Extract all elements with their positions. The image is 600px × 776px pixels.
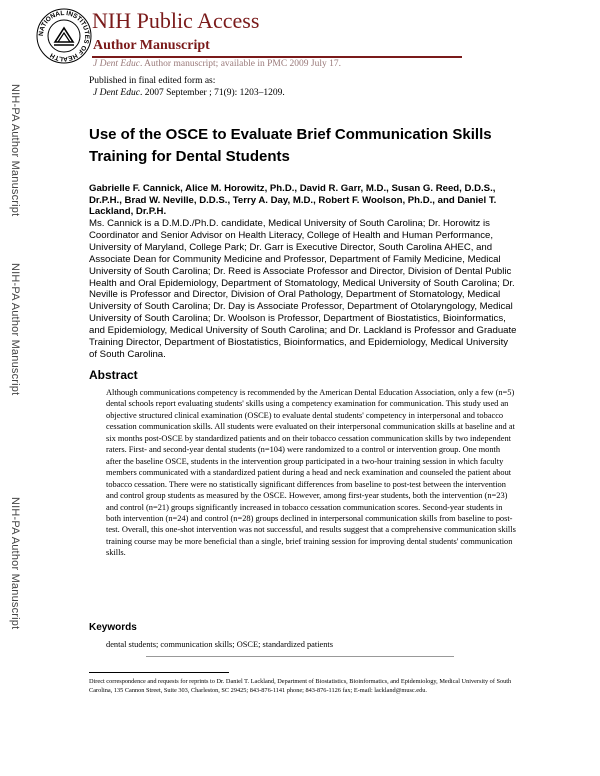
side-watermark-middle: NIH-PA Author Manuscript [9, 263, 21, 396]
journal-abbrev-header: J Dent Educ [93, 59, 140, 69]
svg-text:NATIONAL INSTITUTES OF HEALTH [38, 10, 90, 62]
correspondence-footnote: Direct correspondence and requests for reprints to Dr. Daniel T. Lackland, Department of Biostatistics, Bioinformatics, and Epidemiology, Medical University of South Carolina, 135 Cannon Street, Suite 303, Charleston, SC 29425; 843-876-1141 phone; 843-876-1126 fax; E-mail: lackland@musc.edu. [89, 678, 512, 694]
footnote-rule [89, 672, 229, 673]
keywords-text: dental students; communication skills; OSCE; standardized patients [106, 640, 334, 649]
abstract-text: Although communications competency is recommended by the American Dental Education Association, only a few (n=5) dental schools report evaluating students' skills using a competency examination for communication. This study used an objective structured clinical examination (OSCE) to evaluate dental students' competency in interpersonal and tobacco cessation communication skills. All students were evaluated on their interpersonal communication skills at baseline and at six months post-OSCE by standardized patients and on their tobacco cessation communication skills by two independent raters. First- and second-year dental students (n=104) were randomized to a control or intervention group. One month after the baseline OSCE, students in the intervention group participated in a two-hour training session in which faculty members communicated with a standardized patient during a head and neck examination and counseled the patient about tobacco cessation. There were no statistically significant differences from baseline to post-test between the intervention and control group students as measured by the OSCE. However, among first-year students, both the intervention (n=23) and control (n=21) groups significantly increased in tobacco cessation communication scores. Second-year students in both intervention (n=24) and control (n=28) groups declined in interpersonal communication skills from baseline to post-test. Overall, this one-shot intervention was not successful, and results suggest that a comprehensive communication skills training course may be more beneficial than a single, brief training session for improving dental students' communication skills. [106, 388, 516, 558]
side-watermark-top: NIH-PA Author Manuscript [9, 84, 21, 217]
citation-line [93, 88, 285, 98]
published-form-label: Published in final edited form as: [89, 76, 216, 86]
keywords-heading: Keywords [89, 622, 137, 633]
author-manuscript-label: Author Manuscript [93, 38, 210, 53]
availability-line [93, 59, 341, 69]
availability-text: . Author manuscript; available in PMC 2009 July 17. [139, 59, 342, 69]
citation-text: . 2007 September ; 71(9): 1203–1209. [139, 88, 285, 98]
abstract-heading: Abstract [89, 368, 138, 382]
journal-abbrev-citation: J Dent Educ [93, 88, 140, 98]
affiliations: Ms. Cannick is a D.M.D./Ph.D. candidate, Medical University of South Carolina; Dr. Horowitz is Coordinator and Senior Advisor on Health Literacy, College of Health and Human Performance, University of Maryland, College Park; Dr. Garr is Executive Director, South Carolina AHEC, and Associate Dean for Community Medicine and Professor, Department of Family Medicine, Medical University of South Carolina; Dr. Reed is Associate Professor and Director, Division of Dental Public Health and Oral Epidemiology, Department of Stomatology, Medical University of South Carolina; Dr. Neville is Professor and Director, Division of Oral Pathology, Department of Stomatology, Medical University of South Carolina; Dr. Day is Associate Professor, Department of Otolaryngology, Medical University of South Carolina; Dr. Woolson is Professor, Department of Biostatistics, Bioinformatics, and Epidemiology, Medical University of South Carolina; and Dr. Lackland is Professor and Graduate Training Director, Department of Biostatistics, Bioinformatics, and Epidemiology, Medical University of South Carolina. [89, 218, 517, 360]
header-rule [92, 56, 462, 58]
logo-ring-text: NATIONAL INSTITUTES OF HEALTH [37, 9, 91, 63]
keywords-divider [146, 656, 454, 657]
article-title: Use of the OSCE to Evaluate Brief Communication Skills Training for Dental Students [89, 126, 492, 165]
nih-logo [36, 8, 92, 64]
side-watermark-bottom: NIH-PA Author Manuscript [9, 497, 21, 630]
author-list: Gabrielle F. Cannick, Alice M. Horowitz, Ph.D., David R. Garr, M.D., Susan G. Reed, D.D.S., Dr.P.H., Brad W. Neville, D.D.S., Terry A. Day, M.D., Robert F. Woolson, Ph.D., and Daniel T. Lackland, Dr.P.H. [89, 183, 497, 217]
nih-public-access-title: NIH Public Access [92, 8, 260, 33]
